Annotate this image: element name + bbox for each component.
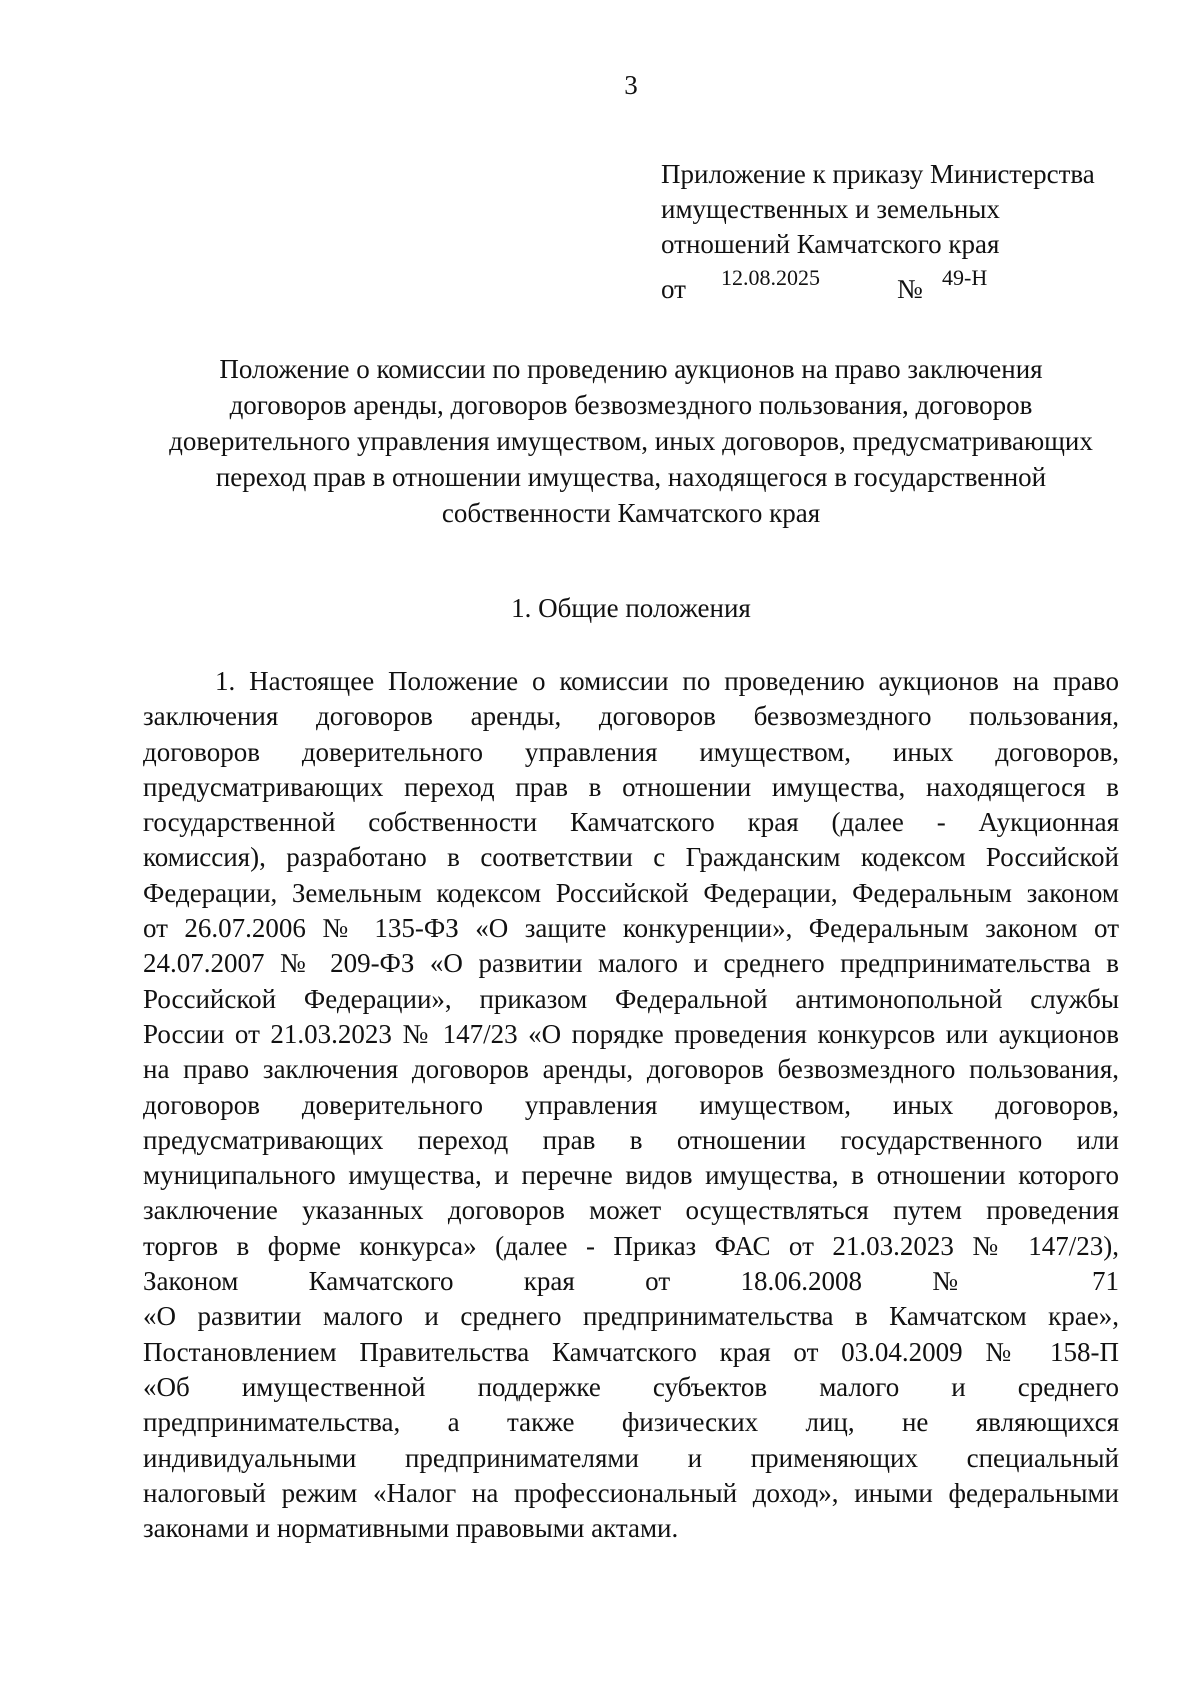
paragraph-line: заключения договоров аренды, договоров безвозмездного пользования, [143,701,1119,732]
paragraph-line: Законом Камчатского края от 18.06.2008 № 71 [143,1266,1119,1297]
paragraph-line: Постановлением Правительства Камчатского края от 03.04.2009 № 158-П [143,1336,1119,1367]
paragraph-line: договоров доверительного управления имуществом, иных договоров, [143,736,1119,767]
paragraph-line: 24.07.2007 № 209-ФЗ «О развитии малого и среднего предпринимательства в [143,948,1119,979]
paragraph-line: предусматривающих переход прав в отношении государственного или [143,1124,1119,1155]
title-line: переход прав в отношении имущества, находящегося в государственной [215,462,1047,492]
section-heading: 1. Общие положения [511,593,751,623]
paragraph-line: заключение указанных договоров может осуществляться путем проведения [143,1195,1119,1226]
page-number: 3 [624,70,638,100]
title-line: доверительного управления имуществом, иных договоров, предусматривающих [169,426,1093,456]
order-date: 12.08.2025 [721,265,820,290]
order-date-number [661,262,1161,302]
paragraph-line: предусматривающих переход прав в отношении имущества, находящегося в [143,771,1119,802]
paragraph-line: «Об имущественной поддержке субъектов малого и среднего [143,1371,1119,1402]
paragraph-line: налоговый режим «Налог на профессиональный доход», иными федеральными [143,1477,1119,1508]
appendix-block [661,157,1161,302]
paragraph-line: муниципального имущества, и перечне видов имущества, в отношении которого [143,1160,1119,1191]
paragraph-line: Федерации, Земельным кодексом Российской Федерации, Федеральным законом [143,877,1119,908]
title-line: договоров аренды, договоров безвозмездного пользования, договоров [229,390,1033,420]
title-line: Положение о комиссии по проведению аукционов на право заключения [219,354,1043,384]
paragraph-line: договоров доверительного управления имуществом, иных договоров, [143,1089,1119,1120]
paragraph-line: торгов в форме конкурса» (далее - Приказ ФАС от 21.03.2023 № 147/23), [143,1230,1119,1261]
paragraph-line: 1. Настоящее Положение о комиссии по проведению аукционов на право [215,666,1119,696]
paragraph-line: комиссия), разработано в соответствии с Гражданским кодексом Российской [143,842,1119,873]
paragraph-line: «О развитии малого и среднего предпринимательства в Камчатском крае», [143,1301,1119,1332]
title-line: собственности Камчатского края [441,498,821,528]
paragraph-line: на право заключения договоров аренды, договоров безвозмездного пользования, [143,1054,1119,1085]
paragraph-line: законами и нормативными правовыми актами. [143,1513,679,1544]
paragraph-line: индивидуальными предпринимателями и применяющих специальный [143,1442,1119,1473]
appendix-line: отношений Камчатского края [661,229,1000,259]
paragraph-1 [143,664,1119,1546]
number-label: № [897,274,923,304]
paragraph-line: Российской Федерации», приказом Федеральной антимонопольной службы [143,983,1119,1014]
appendix-line: имущественных и земельных [661,194,1000,224]
paragraph-line: России от 21.03.2023 № 147/23 «О порядке проведения конкурсов или аукционов [143,1018,1119,1049]
date-label: от [661,274,686,304]
order-number: 49-Н [942,265,988,290]
paragraph-line: государственной собственности Камчатского края (далее - Аукционная [143,807,1119,838]
appendix-line: Приложение к приказу Министерства [661,159,1095,189]
paragraph-line: предпринимательства, а также физических лиц, не являющихся [143,1407,1119,1438]
paragraph-line: от 26.07.2006 № 135-ФЗ «О защите конкуренции», Федеральным законом от [143,913,1119,944]
document-title [143,351,1119,531]
